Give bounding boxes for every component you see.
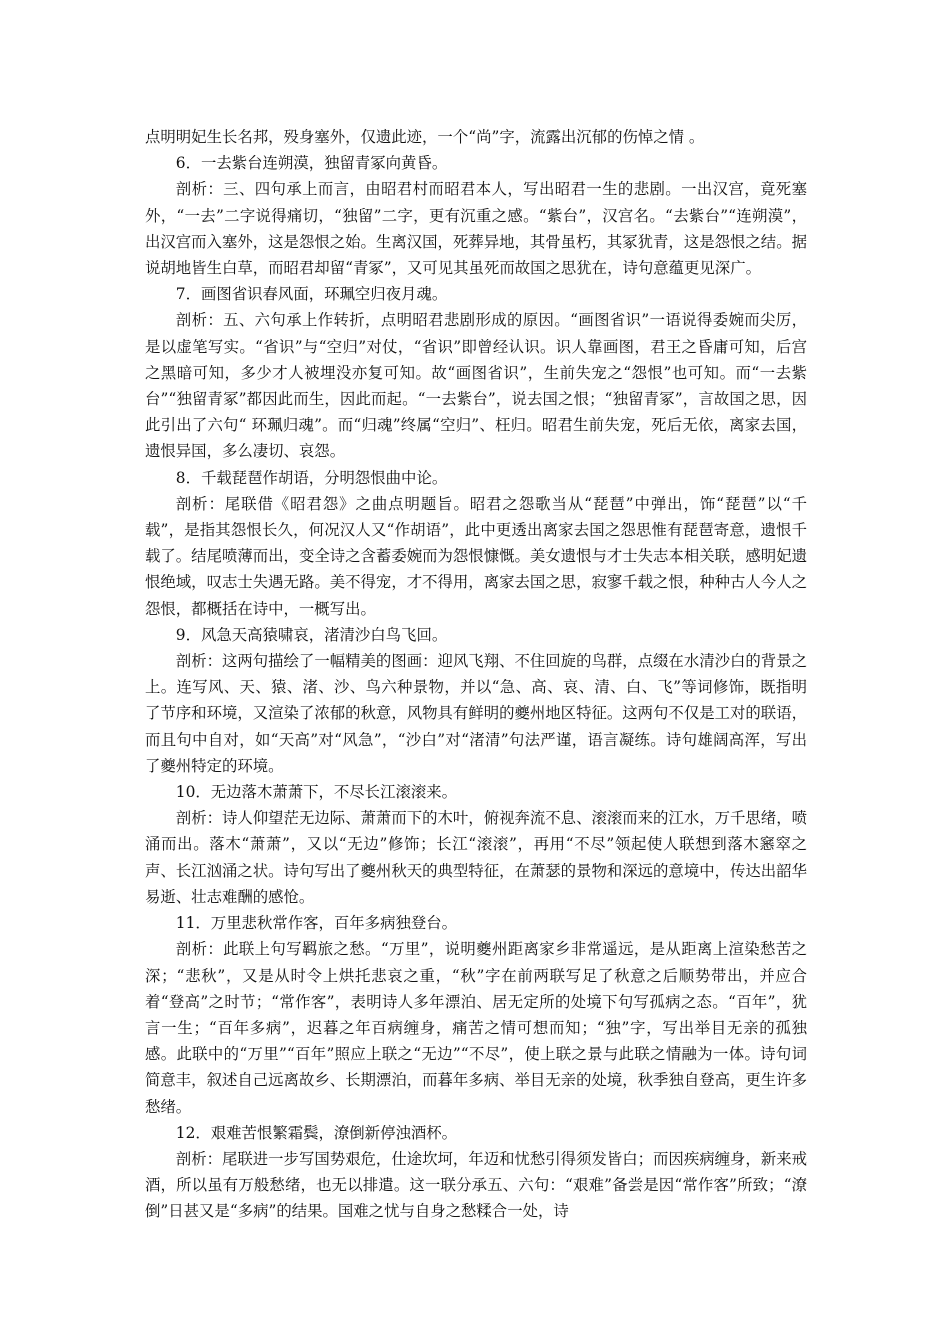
verse-line-12: 12．艰难苦恨繁霜鬓，潦倒新停浊酒杯。	[175, 1123, 458, 1142]
analysis-paragraph-12: 剖析：尾联进一步写国势艰危，仕途坎坷，年迈和忧愁引得须发皆白；而因疾病缠身，新来戒酒，所以虽有万般愁绪，也无以排遣。这一联分承五、六句：“艰难”备尝是因“常作客”所致；“潦倒”日甚又是“多病”的结果。国难之忧与自身之愁糅合一处，诗	[145, 1149, 807, 1221]
analysis-paragraph-9: 剖析：这两句描绘了一幅精美的图画：迎风飞翔、不住回旋的鸟群，点缀在水清沙白的背景之上。连写风、天、猿、渚、沙、鸟六种景物，并以“急、高、哀、清、白、飞”等词修饰，既指明了节序和环境，又渲染了浓郁的秋意，风物具有鲜明的夔州地区特征。这两句不仅是工对的联语，而且句中自对，如“天高”对“风急”，“沙白”对“渚清”句法严谨，语言凝练。诗句雄阔高浑，写出了夔州特定的环境。	[145, 652, 807, 775]
analysis-paragraph-7: 剖析：五、六句承上作转折，点明昭君悲剧形成的原因。“画图省识”一语说得委婉而尖厉，是以虚笔写实。“省识”与“空归”对仗，“省识”即曾经认识。识人靠画图，君王之昏庸可知，后宫之黑暗可知，多少才人被埋没亦复可知。故“画图省识”，生前失宠之“怨恨”也可知。而“一去紫台”“独留青冢”都因此而生，因此而起。“一去紫台”，说去国之恨；“独留青冢”，言故国之思，因此引出了六句“ 环珮归魂”。而“归魂”终属“空归”、枉归。昭君生前失宠，死后无依，离家去国，遗恨异国，多么凄切、哀怨。	[145, 311, 807, 461]
document-page	[145, 124, 807, 1225]
verse-line-6: 6．一去紫台连朔漠，独留青冢向黄昏。	[175, 154, 448, 173]
analysis-paragraph-10: 剖析：诗人仰望茫无边际、萧萧而下的木叶，俯视奔流不息、滚滚而来的江水，万千思绪，喷涌而出。落木“萧萧”，又以“无边”修饰；长江“滚滚”，再用“不尽”领起使人联想到落木窸窣之声、长江汹涌之状。诗句写出了夔州秋天的典型特征，在萧瑟的景物和深远的意境中，传达出韶华易逝、壮志难酬的感怆。	[145, 809, 807, 906]
analysis-paragraph-6: 剖析：三、四句承上而言，由昭君村而昭君本人，写出昭君一生的悲剧。一出汉宫，竟死塞外，“一去”二字说得痛切，“独留”二字，更有沉重之感。“紫台”，汉宫名。“去紫台”“连朔漠”，出汉宫而入塞外，这是怨恨之始。生离汉国，死葬异地，其骨虽朽，其冢犹青，这是怨恨之结。据说胡地皆生白草，而昭君却留“青冢”，又可见其虽死而故国之思犹在，诗句意蕴更见深广。	[145, 180, 807, 278]
verse-line-10: 10．无边落木萧萧下，不尽长江滚滚来。	[175, 783, 458, 802]
verse-line-7: 7．画图省识春风面，环珮空归夜月魂。	[175, 285, 448, 304]
analysis-paragraph-11: 剖析：此联上句写羁旅之愁。“万里”，说明夔州距离家乡非常遥远，是从距离上渲染愁苦之深；“悲秋”，又是从时令上烘托悲哀之重，“秋”字在前两联写足了秋意之后顺势带出，并应合着“登高”之时节；“常作客”，表明诗人多年漂泊、居无定所的处境下句写孤病之态。“百年”，犹言一生；“百年多病”，迟暮之年百病缠身，痛苦之情可想而知；“独”字，写出举目无亲的孤独感。此联中的“万里”“百年”照应上联之“无边”“不尽”，使上联之景与此联之情融为一体。诗句词简意丰，叙述自己远离故乡、长期漂泊，而暮年多病、举目无亲的处境，秋季独自登高，更生许多愁绪。	[145, 940, 807, 1116]
verse-line-8: 8．千载琵琶作胡语，分明怨恨曲中论。	[175, 468, 448, 487]
analysis-paragraph-8: 剖析：尾联借《昭君怨》之曲点明题旨。昭君之怨歌当从“琵琶”中弹出，饰“琵琶”以“千载”，是指其怨恨长久，何况汉人又“作胡语”，此中更透出离家去国之怨思惟有琵琶寄意，遗恨千载了。结尾喷薄而出，变全诗之含蓄委婉而为怨恨慷慨。美女遗恨与才士失志本相关联，感明妃遗恨绝域，叹志士失遇无路。美不得宠，才不得用，离家去国之思，寂寥千载之恨，种种古人今人之怨恨，都概括在诗中，一概写出。	[145, 494, 807, 618]
verse-line-9: 9．风急天高猿啸哀，渚清沙白鸟飞回。	[175, 625, 448, 644]
analysis-paragraph-continued: 点明明妃生长名邦，殁身塞外，仅遗此迹，一个“尚”字，流露出沉郁的伤悼之情 。	[145, 128, 705, 146]
verse-line-11: 11．万里悲秋常作客，百年多病独登台。	[175, 914, 458, 933]
